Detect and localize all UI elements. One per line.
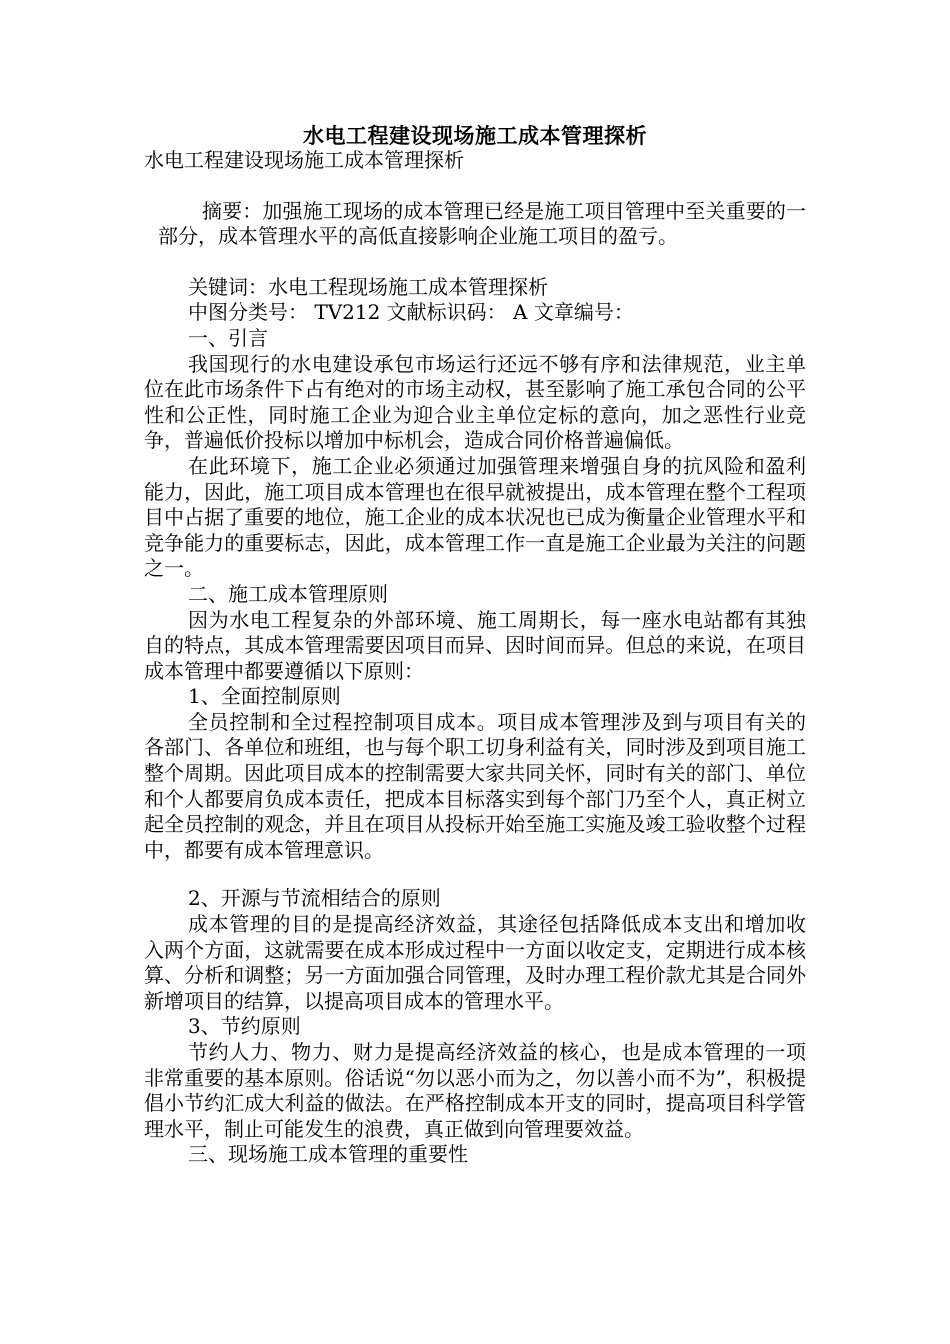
classification-line: 中图分类号： TV212 文献标识码： A 文章编号： bbox=[188, 300, 634, 325]
document-title: 水电工程建设现场施工成本管理探析 bbox=[303, 124, 647, 148]
abstract-paragraph: 摘要：加强施工现场的成本管理已经是施工项目管理中至关重要的一部分，成本管理水平的高低直接影响企业施工项目的盈亏。 bbox=[158, 198, 806, 249]
spacer bbox=[144, 863, 806, 886]
section-heading: 二、施工成本管理原则 bbox=[188, 581, 388, 606]
paragraph: 我国现行的水电建设承包市场运行还远不够有序和法律规范，业主单位在此市场条件下占有绝对的市场主动权，甚至影响了施工承包合同的公平性和公正性，同时施工企业为迎合业主单位定标的意向，加之恶性行业竞争，普遍低价投标以增加中标机会，造成合同价格普遍偏低。 bbox=[144, 351, 806, 453]
document-subtitle: 水电工程建设现场施工成本管理探析 bbox=[144, 148, 464, 172]
paragraph: 成本管理的目的是提高经济效益，其途径包括降低成本支出和增加收入两个方面，这就需要在成本形成过程中一方面以收定支，定期进行成本核算、分析和调整；另一方面加强合同管理，及时办理工程价款尤其是合同外新增项目的结算，以提高项目成本的管理水平。 bbox=[144, 912, 806, 1013]
paragraph: 全员控制和全过程控制项目成本。项目成本管理涉及到与项目有关的各部门、各单位和班组，也与每个职工切身利益有关，同时涉及到项目施工整个周期。因此项目成本的控制需要大家共同关怀，同时有关的部门、单位和个人都要肩负成本责任，把成本目标落实到每个部门乃至个人，真正树立起全员控制的观念，并且在项目从投标开始至施工实施及竣工验收整个过程中，都要有成本管理意识。 bbox=[144, 709, 806, 862]
paragraph: 节约人力、物力、财力是提高经济效益的核心，也是成本管理的一项非常重要的基本原则。俗话说“勿以恶小而为之，勿以善小而不为”，积极提倡小节约汇成大利益的做法。在严格控制成本开支的同时，提高项目科学管理水平，制止可能发生的浪费，真正做到向管理要效益。 bbox=[144, 1040, 806, 1141]
keywords-line: 关键词：水电工程现场施工成本管理探析 bbox=[188, 274, 548, 299]
subsection-heading: 2、开源与节流相结合的原则 bbox=[188, 886, 441, 911]
document-body bbox=[144, 148, 806, 1168]
section-heading: 三、现场施工成本管理的重要性 bbox=[188, 1142, 468, 1167]
paragraph: 因为水电工程复杂的外部环境、施工周期长，每一座水电站都有其独自的特点，其成本管理需要因项目而异、因时间而异。但总的来说，在项目成本管理中都要遵循以下原则： bbox=[144, 607, 806, 683]
spacer bbox=[144, 174, 806, 199]
subsection-heading: 3、节约原则 bbox=[188, 1014, 301, 1039]
spacer bbox=[144, 250, 806, 275]
paragraph: 在此环境下，施工企业必须通过加强管理来增强自身的抗风险和盈利能力，因此，施工项目成本管理也在很早就被提出，成本管理在整个工程项目中占据了重要的地位，施工企业的成本状况也已成为衡量企业管理水平和竞争能力的重要标志，因此，成本管理工作一直是施工企业最为关注的问题之一。 bbox=[144, 453, 806, 581]
subsection-heading: 1、全面控制原则 bbox=[188, 684, 341, 709]
section-heading: 一、引言 bbox=[188, 325, 268, 350]
